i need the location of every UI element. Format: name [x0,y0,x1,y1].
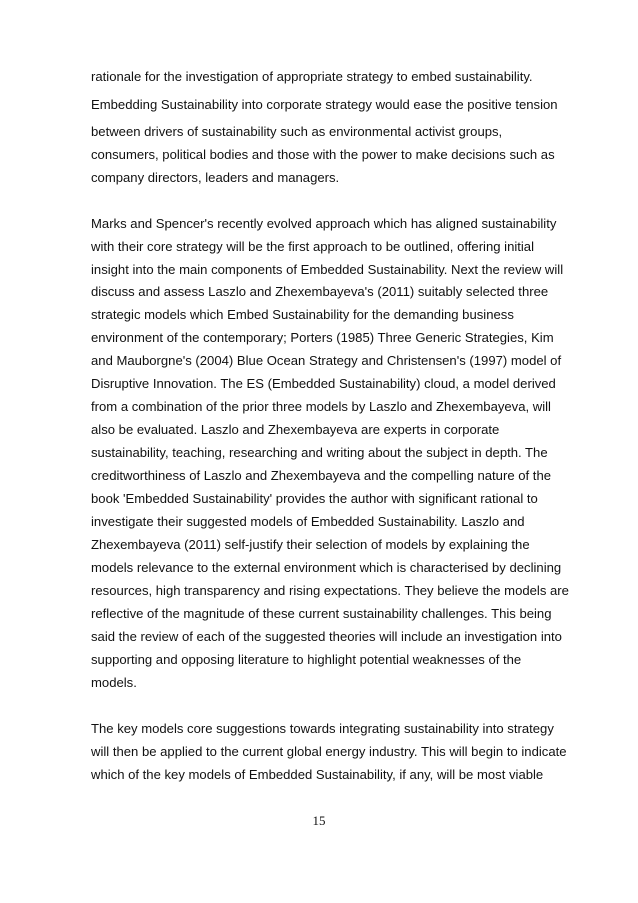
paragraph-1-line-5: company directors, leaders and managers. [91,170,340,185]
paragraph-1-line-1: rationale for the investigation of appropriate strategy to embed sustainability. [91,69,533,84]
paragraph-2-line-18: reflective of the magnitude of these current sustainability challenges. This being [91,606,552,621]
paragraph-1-line-4: consumers, political bodies and those with the power to make decisions such as [91,147,555,162]
paragraph-2-line-10: also be evaluated. Laszlo and Zhexembayeva are experts in corporate [91,422,500,437]
paragraph-2-line-17: resources, high transparency and rising expectations. They believe the models are [91,583,569,598]
paragraph-2-line-3: insight into the main components of Embedded Sustainability. Next the review will [91,262,564,277]
paragraph-2-line-5: strategic models which Embed Sustainability for the demanding business [91,307,514,322]
paragraph-2-line-12: creditworthiness of Laszlo and Zhexembayeva and the compelling nature of the [91,468,552,483]
paragraph-2-line-2: with their core strategy will be the first approach to be outlined, offering initial [91,239,535,254]
paragraph-3-line-1: The key models core suggestions towards integrating sustainability into strategy [91,721,554,736]
paragraph-2-line-21: models. [91,675,137,690]
paragraph-2-line-20: supporting and opposing literature to highlight potential weaknesses of the [91,652,522,667]
paragraph-2-line-19: said the review of each of the suggested theories will include an investigation into [91,629,562,644]
paragraph-2-line-9: from a combination of the prior three models by Laszlo and Zhexembayeva, will [91,399,551,414]
paragraph-1-line-2: Embedding Sustainability into corporate strategy would ease the positive tension [91,97,558,112]
paragraph-3-line-3: which of the key models of Embedded Sustainability, if any, will be most viable [91,767,544,782]
paragraph-3-line-2: will then be applied to the current global energy industry. This will begin to indicate [91,744,567,759]
paragraph-2-line-15: Zhexembayeva (2011) self-justify their selection of models by explaining the [91,537,530,552]
paragraph-2-line-4: discuss and assess Laszlo and Zhexembayeva's (2011) suitably selected three [91,284,549,299]
paragraph-2-line-1: Marks and Spencer's recently evolved approach which has aligned sustainability [91,216,557,231]
paragraph-2-line-16: models relevance to the external environment which is characterised by declining [91,560,562,575]
paragraph-2-line-11: sustainability, teaching, researching and writing about the subject in depth. The [91,445,548,460]
paragraph-1-line-3: between drivers of sustainability such as environmental activist groups, [91,124,503,139]
paragraph-2-line-14: investigate their suggested models of Embedded Sustainability. Laszlo and [91,514,525,529]
paragraph-2-line-7: and Mauborgne's (2004) Blue Ocean Strategy and Christensen's (1997) model of [91,353,562,368]
page-number: 15 [312,813,326,828]
paragraph-2-line-13: book 'Embedded Sustainability' provides the author with significant rational to [91,491,538,506]
paragraph-2-line-8: Disruptive Innovation. The ES (Embedded Sustainability) cloud, a model derived [91,376,556,391]
paragraph-2-line-6: environment of the contemporary; Porters (1985) Three Generic Strategies, Kim [91,330,554,345]
